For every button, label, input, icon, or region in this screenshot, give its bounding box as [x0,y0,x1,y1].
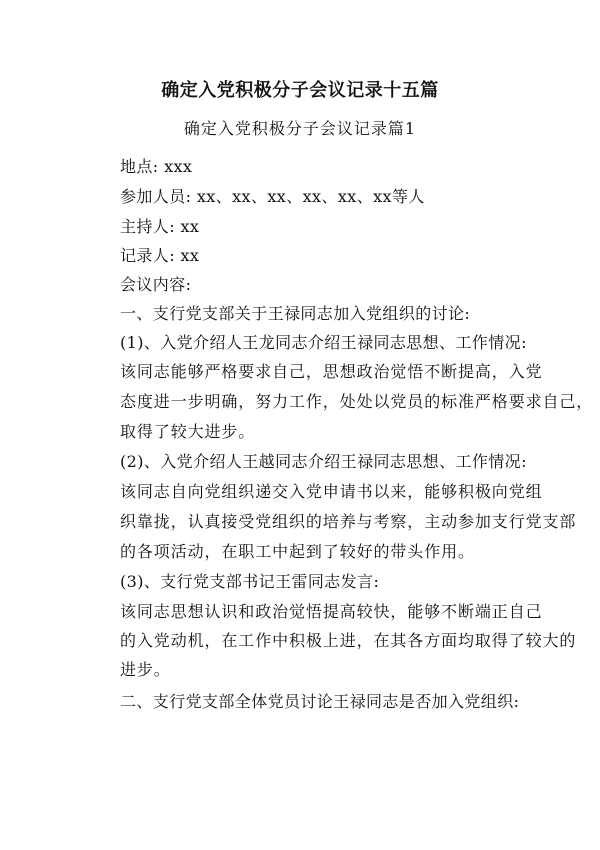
item-1-line-3: 取得了较大进步。 [120,422,256,441]
meeting-content-label: 会议内容: [120,275,192,294]
meeting-recorder: 记录人: xx [120,246,200,265]
item-1-line-1: 该同志能够严格要求自己，思想政治觉悟不断提高，入党 [120,362,543,381]
item-1-title: (1)、入党介绍人王龙同志介绍王禄同志思想、工作情况: [120,333,527,352]
section-2-title: 二、支行党支部全体党员讨论王禄同志是否加入党组织: [120,692,520,711]
item-2-line-2: 织靠拢，认真接受党组织的培养与考察，主动参加支行党支部 [120,512,577,531]
meeting-host: 主持人: xx [120,217,200,236]
section-1-title: 一、支行党支部关于王禄同志加入党组织的讨论: [120,304,471,323]
item-3-line-3: 进步。 [120,660,171,679]
meeting-location: 地点: xxx [120,157,193,176]
item-3-title: (3)、支行党支部书记王雷同志发言: [120,572,380,591]
item-2-line-3: 的各项活动，在职工中起到了较好的带头作用。 [120,542,475,561]
item-3-line-1: 该同志思想认识和政治觉悟提高较快，能够不断端正自己 [120,602,543,621]
document-title: 确定入党积极分子会议记录十五篇 [161,80,439,101]
item-1-line-2: 态度进一步明确，努力工作，处处以党员的标准严格要求自己， [120,392,594,411]
document-subtitle: 确定入党积极分子会议记录篇1 [183,119,417,138]
meeting-attendees: 参加人员: xx、xx、xx、xx、xx、xx等人 [120,187,425,206]
item-2-title: (2)、入党介绍人王越同志介绍王禄同志思想、工作情况: [120,452,527,471]
item-3-line-2: 的入党动机，在工作中积极上进，在其各方面均取得了较大的 [120,631,577,650]
item-2-line-1: 该同志自向党组织递交入党申请书以来，能够积极向党组 [120,482,543,501]
